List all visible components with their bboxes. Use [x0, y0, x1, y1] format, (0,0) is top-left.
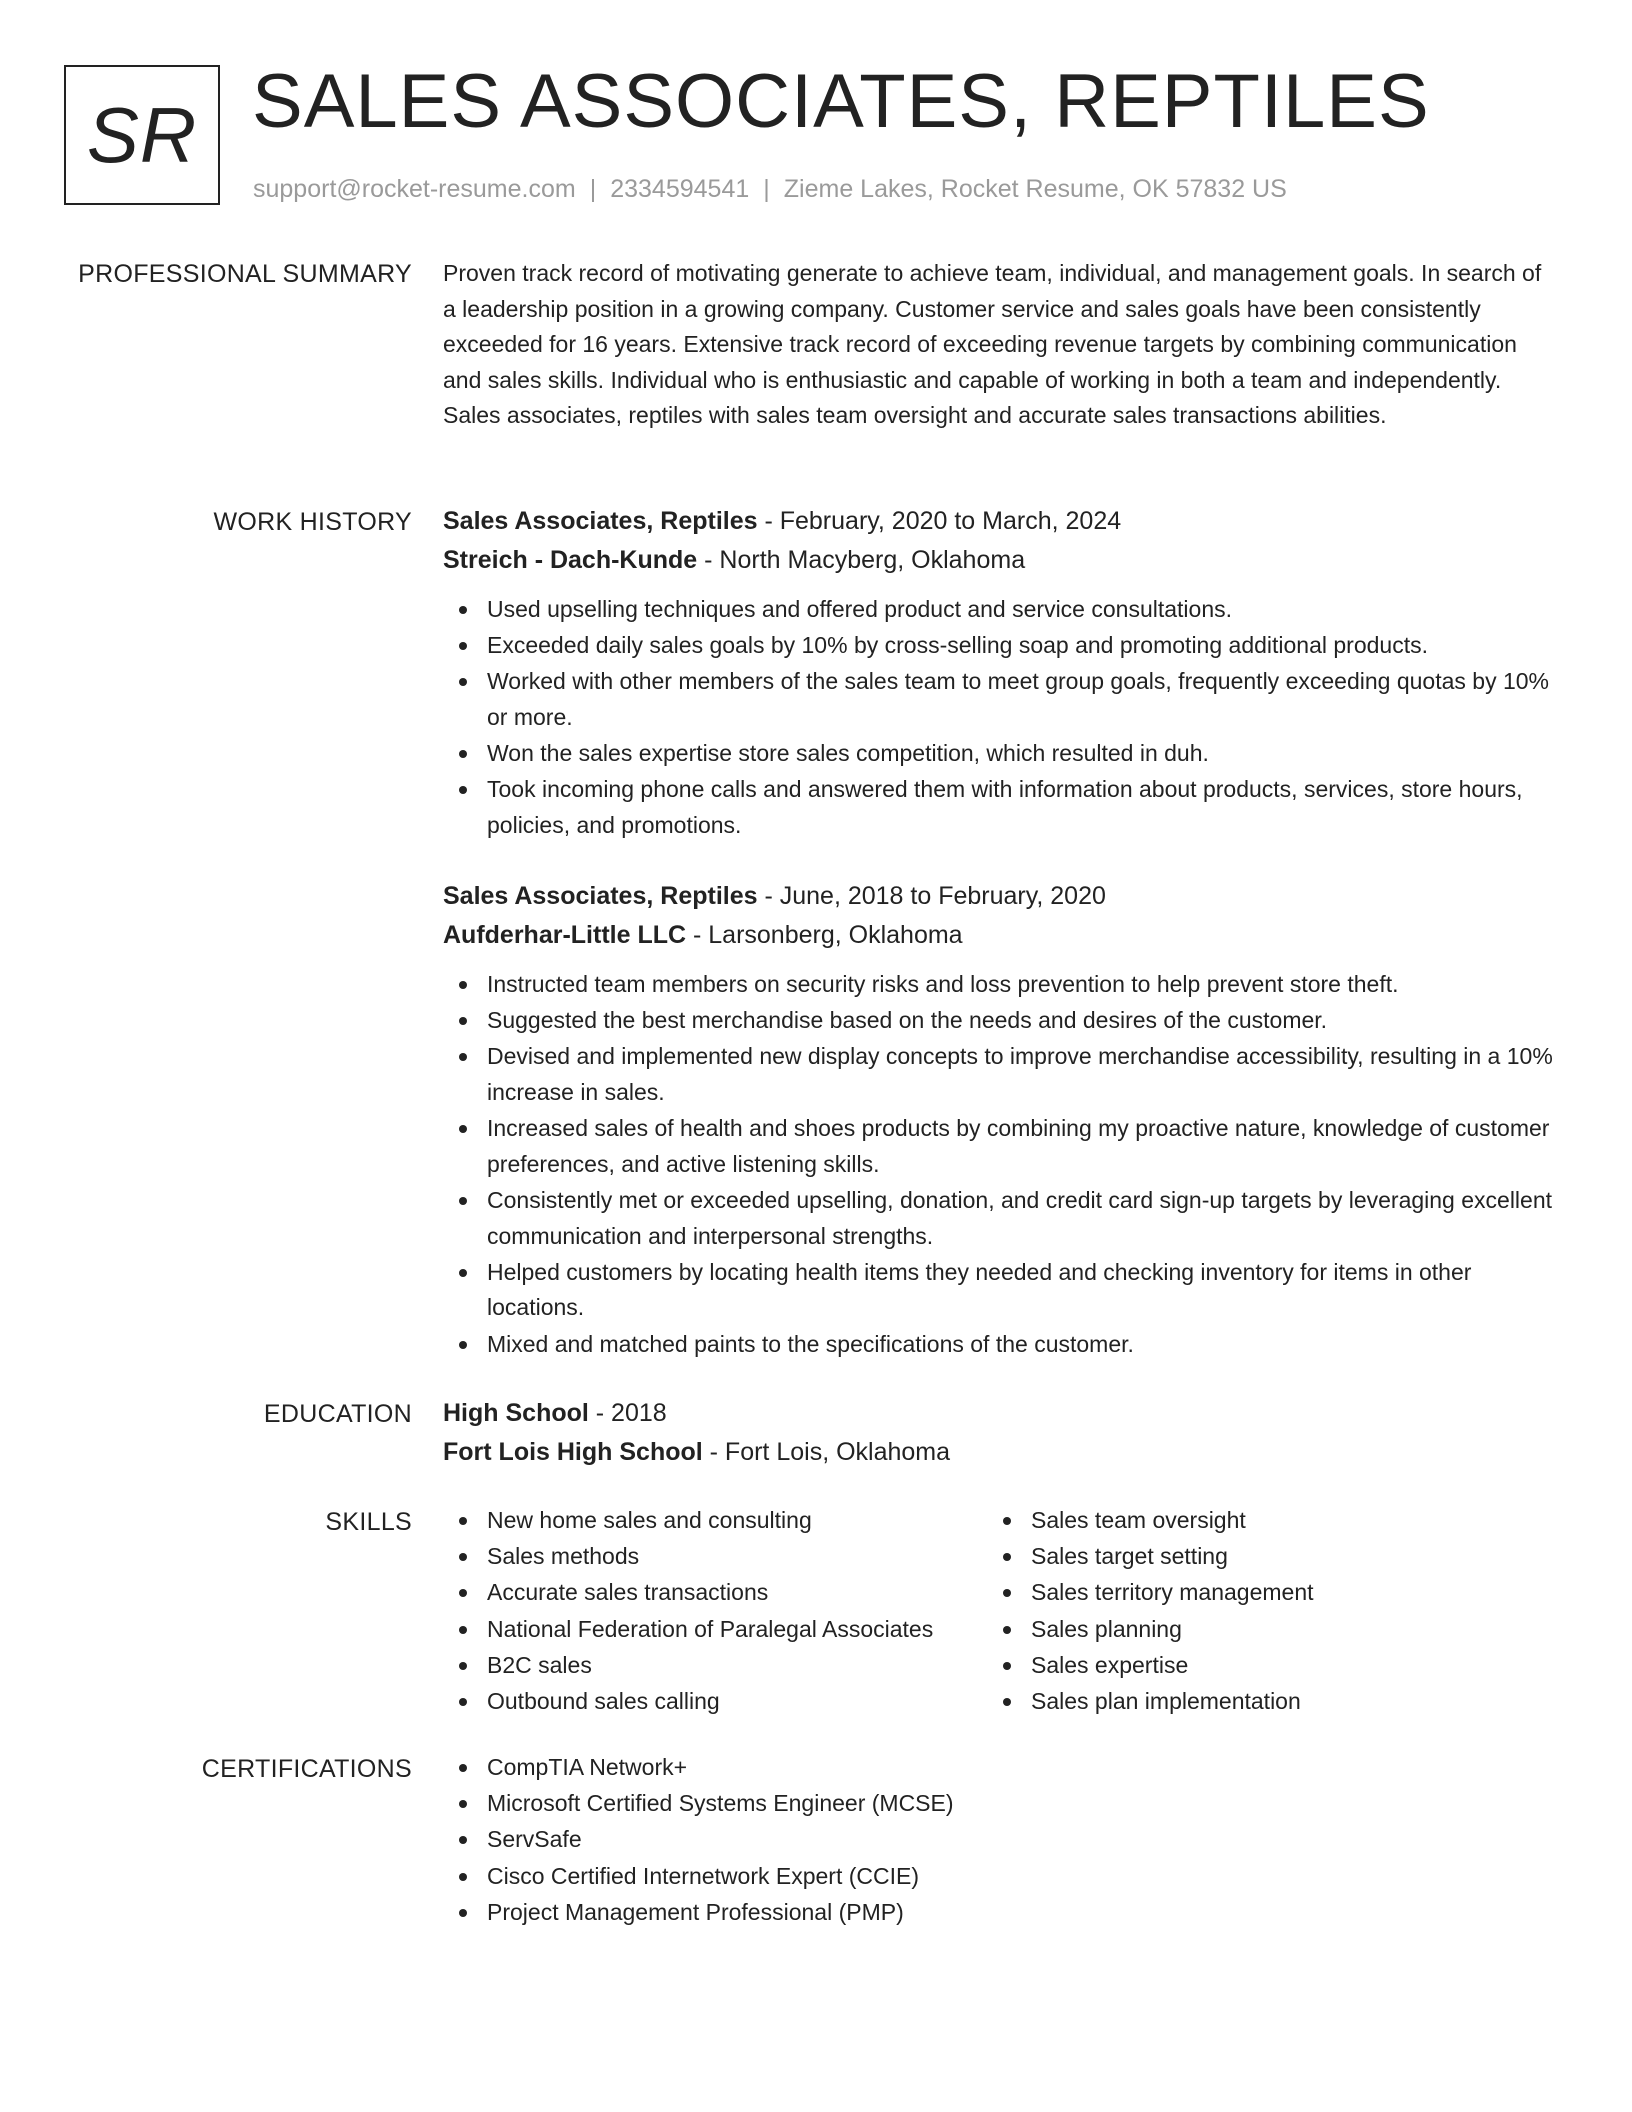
- list-item: Instructed team members on security risks and loss prevention to help prevent store theft.: [443, 967, 1555, 1003]
- job-company: Aufderhar-Little LLC: [443, 921, 687, 949]
- job-location: - Larsonberg, Oklahoma: [686, 921, 963, 949]
- job-entry: [443, 877, 1555, 1363]
- monogram-badge: [64, 65, 220, 205]
- job-bullets: [443, 967, 1555, 1362]
- page-title: SALES ASSOCIATES, REPTILES: [252, 59, 1430, 144]
- list-item: Mixed and matched paints to the specifications of the customer.: [443, 1327, 1555, 1363]
- list-item: Consistently met or exceeded upselling, donation, and credit card sign-up targets by leveraging excellent communication and interpersonal strengths.: [443, 1183, 1555, 1254]
- list-item: Won the sales expertise store sales competition, which resulted in duh.: [443, 736, 1555, 772]
- list-item: Sales team oversight: [987, 1503, 1487, 1539]
- job-title: Sales Associates, Reptiles: [443, 507, 758, 535]
- list-item: ServSafe: [443, 1822, 1555, 1858]
- list-item: CompTIA Network+: [443, 1750, 1555, 1786]
- education-degree: High School: [443, 1399, 589, 1427]
- list-item: Devised and implemented new display concepts to improve merchandise accessibility, resulting in a 10% increase in sales.: [443, 1039, 1555, 1110]
- summary-section: [443, 256, 1555, 434]
- skills-list-right: [987, 1503, 1487, 1720]
- list-item: Sales target setting: [987, 1539, 1487, 1575]
- job-company: Streich - Dach-Kunde: [443, 546, 698, 574]
- list-item: B2C sales: [443, 1648, 987, 1684]
- contact-address: Zieme Lakes, Rocket Resume, OK 57832 US: [783, 175, 1287, 203]
- skills-section: [443, 1503, 1555, 1720]
- section-label-certifications: CERTIFICATIONS: [201, 1755, 412, 1783]
- list-item: Outbound sales calling: [443, 1684, 987, 1720]
- list-item: Project Management Professional (PMP): [443, 1895, 1555, 1931]
- list-item: Cisco Certified Internetwork Expert (CCIE): [443, 1859, 1555, 1895]
- contact-separator: |: [763, 175, 770, 203]
- certifications-section: [443, 1750, 1555, 1931]
- job-location: - North Macyberg, Oklahoma: [697, 546, 1026, 574]
- job-entry: [443, 502, 1555, 844]
- list-item: Microsoft Certified Systems Engineer (MCSE): [443, 1786, 1555, 1822]
- education-location: - Fort Lois, Oklahoma: [702, 1438, 951, 1466]
- list-item: Increased sales of health and shoes products by combining my proactive nature, knowledge of customer preferences, and active listening skills.: [443, 1111, 1555, 1182]
- section-label-summary: PROFESSIONAL SUMMARY: [78, 260, 412, 288]
- list-item: Sales methods: [443, 1539, 987, 1575]
- job-company-line: [443, 916, 1555, 955]
- list-item: Sales expertise: [987, 1648, 1487, 1684]
- list-item: New home sales and consulting: [443, 1503, 987, 1539]
- skills-columns: [443, 1503, 1555, 1720]
- list-item: Suggested the best merchandise based on the needs and desires of the customer.: [443, 1003, 1555, 1039]
- education-degree-line: [443, 1394, 1555, 1433]
- list-item: Helped customers by locating health items they needed and checking inventory for items in other locations.: [443, 1255, 1555, 1326]
- job-company-line: [443, 541, 1555, 580]
- section-label-skills: SKILLS: [325, 1508, 412, 1536]
- job-title: Sales Associates, Reptiles: [443, 882, 758, 910]
- contact-separator: |: [589, 175, 597, 203]
- list-item: National Federation of Paralegal Associates: [443, 1612, 987, 1648]
- education-entry: [443, 1394, 1555, 1472]
- list-item: Used upselling techniques and offered product and service consultations.: [443, 592, 1555, 628]
- section-label-work-history: WORK HISTORY: [213, 508, 412, 536]
- contact-line: [253, 172, 1287, 206]
- list-item: Sales territory management: [987, 1575, 1487, 1611]
- education-school: Fort Lois High School: [443, 1438, 703, 1466]
- list-item: Accurate sales transactions: [443, 1575, 987, 1611]
- job-title-line: [443, 502, 1555, 541]
- education-year: - 2018: [588, 1399, 667, 1427]
- section-label-education: EDUCATION: [263, 1400, 412, 1428]
- list-item: Worked with other members of the sales team to meet group goals, frequently exceeding quotas by 10% or more.: [443, 664, 1555, 735]
- contact-email: support@rocket-resume.com: [253, 175, 576, 203]
- job-dates: - June, 2018 to February, 2020: [757, 882, 1106, 910]
- certifications-list: [443, 1750, 1555, 1930]
- list-item: Sales planning: [987, 1612, 1487, 1648]
- summary-text: Proven track record of motivating generate to achieve team, individual, and management goals. In search of a leadership position in a growing company. Customer service and sales goals have been consistently exceeded for 16 years. Extensive track record of exceeding revenue targets by combining communication and sales skills. Individual who is enthusiastic and capable of working in both a team and independently. Sales associates, reptiles with sales team oversight and accurate sales transactions abilities.: [443, 260, 1542, 429]
- contact-phone: 2334594541: [610, 175, 750, 203]
- monogram-initials: SR: [86, 90, 198, 179]
- skills-list-left: [443, 1503, 987, 1720]
- list-item: Sales plan implementation: [987, 1684, 1487, 1720]
- list-item: Took incoming phone calls and answered them with information about products, services, store hours, policies, and promotions.: [443, 772, 1555, 843]
- education-school-line: [443, 1433, 1555, 1472]
- job-dates: - February, 2020 to March, 2024: [757, 507, 1122, 535]
- list-item: Exceeded daily sales goals by 10% by cross-selling soap and promoting additional products.: [443, 628, 1555, 664]
- job-bullets: [443, 592, 1555, 844]
- job-title-line: [443, 877, 1555, 916]
